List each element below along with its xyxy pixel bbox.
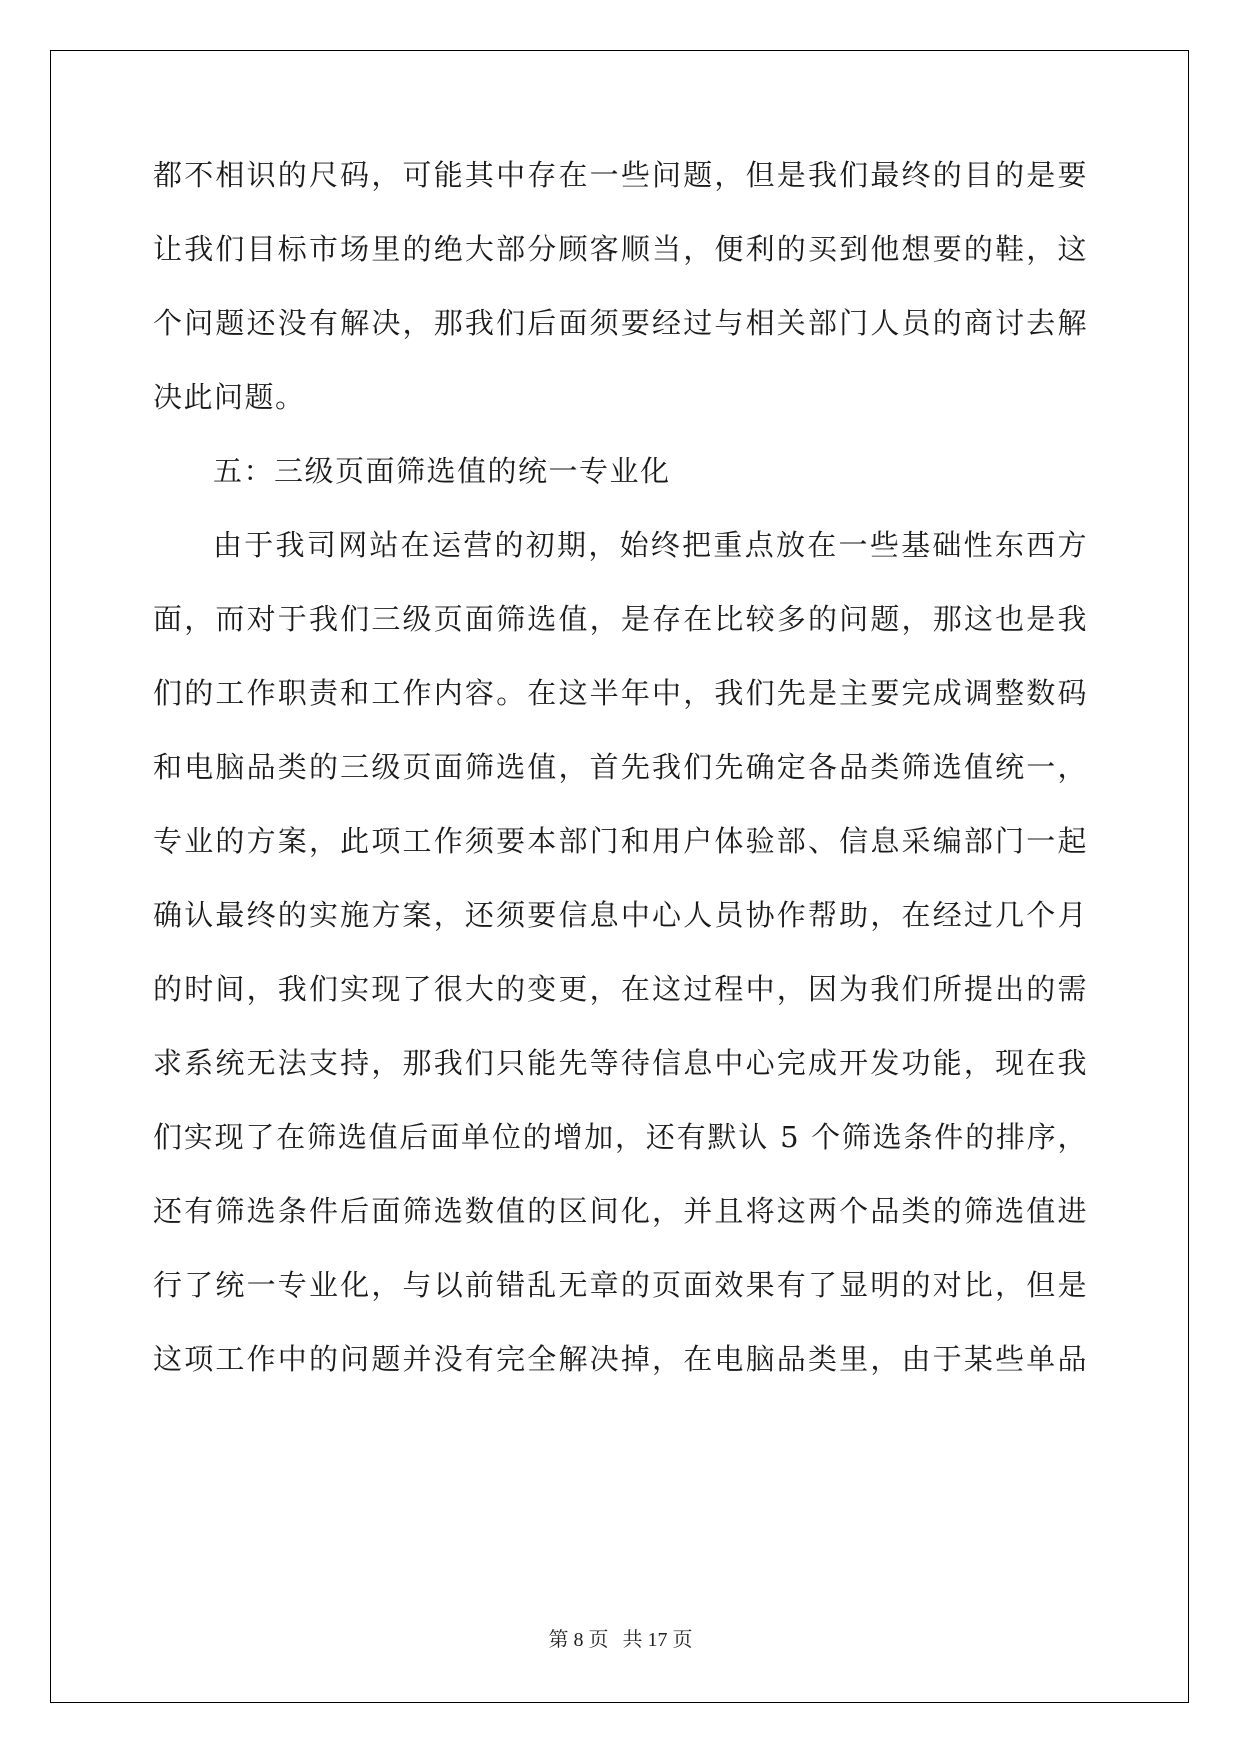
- document-body: [153, 160, 1088, 1418]
- text-line: 们实现了在筛选值后面单位的增加，还有默认 5 个筛选条件的排序，: [153, 1120, 1088, 1154]
- text-line: 行了统一专业化，与以前错乱无章的页面效果有了显明的对比，但是: [153, 1268, 1088, 1302]
- text-line: 求系统无法支持，那我们只能先等待信息中心完成开发功能，现在我: [153, 1046, 1088, 1080]
- text-line: 们的工作职责和工作内容。在这半年中，我们先是主要完成调整数码: [153, 676, 1088, 710]
- text-line: 让我们目标市场里的绝大部分顾客顺当，便利的买到他想要的鞋，这: [153, 232, 1088, 266]
- page-footer: [0, 1623, 1241, 1652]
- page-total: 共 17 页: [622, 1629, 693, 1651]
- text-line: 个问题还没有解决，那我们后面须要经过与相关部门人员的商讨去解: [153, 306, 1088, 340]
- section-heading: 五：三级页面筛选值的统一专业化: [213, 454, 671, 488]
- text-line: 和电脑品类的三级页面筛选值，首先我们先确定各品类筛选值统一，: [153, 750, 1088, 784]
- text-line: 专业的方案，此项工作须要本部门和用户体验部、信息采编部门一起: [153, 824, 1088, 858]
- text-line: 的时间，我们实现了很大的变更，在这过程中，因为我们所提出的需: [153, 972, 1088, 1006]
- text-line: 都不相识的尺码，可能其中存在一些问题，但是我们最终的目的是要: [153, 158, 1088, 192]
- text-line: 还有筛选条件后面筛选数值的区间化，并且将这两个品类的筛选值进: [153, 1194, 1088, 1228]
- paragraph-first-line: 由于我司网站在运营的初期，始终把重点放在一些基础性东西方: [213, 528, 1088, 562]
- text-line: 确认最终的实施方案，还须要信息中心人员协作帮助，在经过几个月: [153, 898, 1088, 932]
- text-line: 这项工作中的问题并没有完全解决掉，在电脑品类里，由于某些单品: [153, 1342, 1088, 1376]
- page-number: 第 8 页: [548, 1629, 609, 1651]
- text-line: 决此问题。: [153, 380, 306, 414]
- text-line: 面，而对于我们三级页面筛选值，是存在比较多的问题，那这也是我: [153, 602, 1088, 636]
